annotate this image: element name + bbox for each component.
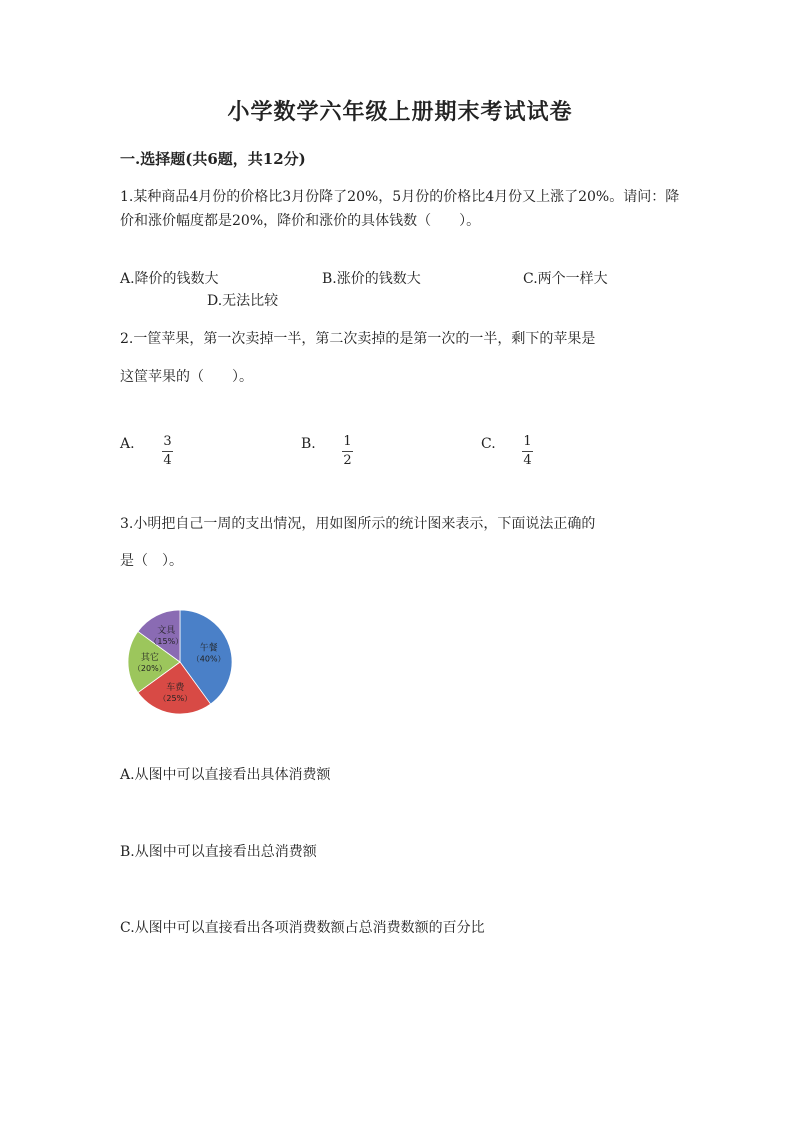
- q1-option-c[interactable]: C.两个一样大: [523, 271, 608, 287]
- q1-option-b[interactable]: B.涨价的钱数大: [322, 271, 421, 287]
- question-2-line-1: 2.一筐苹果，第一次卖掉一半，第二次卖掉的是第一次的一半，剩下的苹果是: [120, 331, 596, 347]
- question-3-line-2: 是（ ）。: [120, 553, 183, 569]
- fraction-numerator: 1: [523, 434, 532, 449]
- pie-value-lunch: （40%）: [191, 654, 226, 664]
- pie-value-other: （20%）: [132, 664, 167, 673]
- q2-option-b-label[interactable]: B.: [301, 436, 316, 452]
- question-2-line-2: 这筐苹果的（ ）。: [120, 369, 253, 385]
- fraction-numerator: 1: [343, 434, 352, 449]
- pie-value-stationery: （15%）: [149, 637, 184, 647]
- q2-option-a-fraction[interactable]: [162, 430, 173, 468]
- pie-label-stationery: 文具: [157, 626, 176, 637]
- fraction-denominator: 2: [343, 453, 352, 468]
- pie-label-fare: 车费: [166, 682, 185, 693]
- q2-option-c-fraction[interactable]: [522, 430, 533, 468]
- section-heading: 一.选择题(共6题，共12分): [120, 150, 306, 168]
- pie-value-fare: （25%）: [158, 693, 193, 703]
- q2-option-b-fraction[interactable]: [342, 430, 353, 468]
- q3-option-c[interactable]: C.从图中可以直接看出各项消费数额占总消费数额的百分比: [120, 920, 485, 936]
- expense-pie-chart: [120, 600, 240, 725]
- fraction-denominator: 4: [523, 453, 532, 468]
- q2-option-a-label[interactable]: A.: [120, 436, 135, 452]
- q1-option-d[interactable]: D.无法比较: [207, 293, 279, 309]
- fraction-denominator: 4: [163, 453, 172, 468]
- pie-label-lunch: 午餐: [199, 643, 218, 654]
- q3-option-a[interactable]: A.从图中可以直接看出具体消费额: [120, 767, 331, 783]
- page-title: 小学数学六年级上册期末考试试卷: [227, 99, 573, 125]
- q3-option-b[interactable]: B.从图中可以直接看出总消费额: [120, 844, 317, 860]
- fraction-numerator: 3: [163, 434, 172, 449]
- question-1-text: 1.某种商品4月份的价格比3月份降了20%，5月份的价格比4月份又上涨了20%。请问：降价和涨价幅度都是20%，降价和涨价的具体钱数（ ）。: [120, 189, 680, 229]
- pie-label-other: 其它: [140, 653, 159, 663]
- q1-option-a[interactable]: A.降价的钱数大: [120, 271, 219, 287]
- q2-option-c-label[interactable]: C.: [481, 436, 496, 452]
- question-3-line-1: 3.小明把自己一周的支出情况，用如图所示的统计图来表示，下面说法正确的: [120, 516, 596, 532]
